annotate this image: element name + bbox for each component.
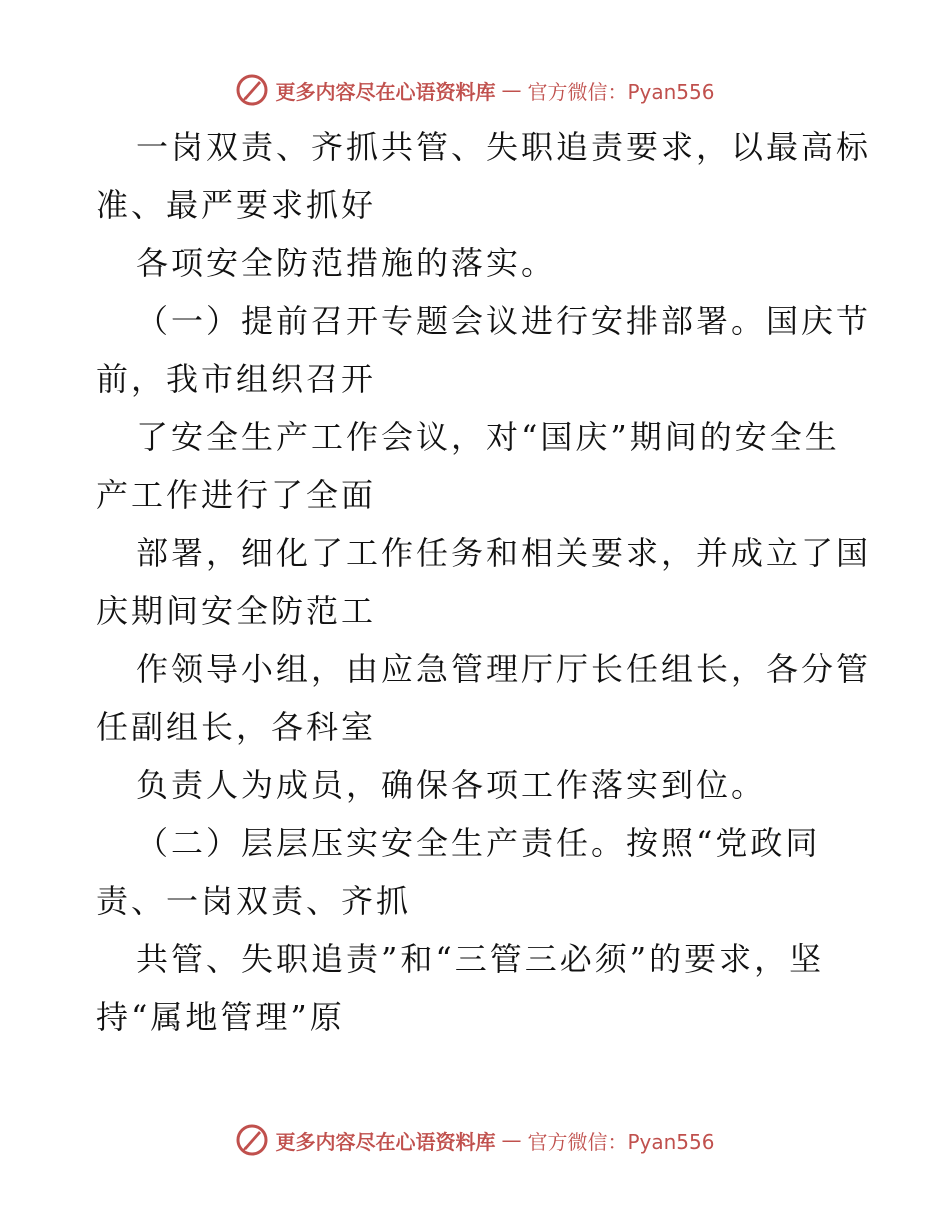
body-line: 庆期间安全防范工 (96, 592, 377, 630)
body-line: 共管、失职追责”和“三管三必须”的要求，坚 (136, 940, 825, 978)
banner-main-text: 更多内容尽在心语资料库 (275, 79, 496, 104)
body-line: 部署，细化了工作任务和相关要求，并成立了国 (136, 534, 872, 572)
quill-logo-icon (235, 73, 269, 107)
footer-banner (0, 1120, 950, 1160)
body-line: 产工作进行了全面 (96, 476, 377, 514)
body-line: 了安全生产工作会议，对“国庆”期间的安全生 (136, 418, 840, 456)
header-banner (0, 70, 950, 110)
body-line: 作领导小组，由应急管理厅厅长任组长，各分管 (136, 650, 872, 688)
body-line: （一）提前召开专题会议进行安排部署。国庆节 (136, 302, 872, 340)
body-line: 持“属地管理”原 (96, 998, 345, 1036)
body-line: 一岗双责、齐抓共管、失职追责要求，以最高标 (136, 128, 872, 166)
quill-logo-icon (235, 1123, 269, 1157)
body-line: 任副组长，各科室 (96, 708, 377, 746)
body-line: 责、一岗双责、齐抓 (96, 882, 412, 920)
document-body (96, 118, 872, 1046)
banner-separator: — (501, 1128, 522, 1152)
body-line: 负责人为成员，确保各项工作落实到位。 (136, 766, 767, 804)
banner-main-text: 更多内容尽在心语资料库 (275, 1129, 496, 1154)
banner-wechat-text: 官方微信：Pyan556 (527, 79, 715, 104)
body-line: 前，我市组织召开 (96, 360, 377, 398)
body-line: 各项安全防范措施的落实。 (136, 244, 557, 282)
banner-wechat-text: 官方微信：Pyan556 (527, 1129, 715, 1154)
body-line: （二）层层压实安全生产责任。按照“党政同 (136, 824, 821, 862)
body-line: 准、最严要求抓好 (96, 186, 377, 224)
banner-separator: — (501, 78, 522, 102)
